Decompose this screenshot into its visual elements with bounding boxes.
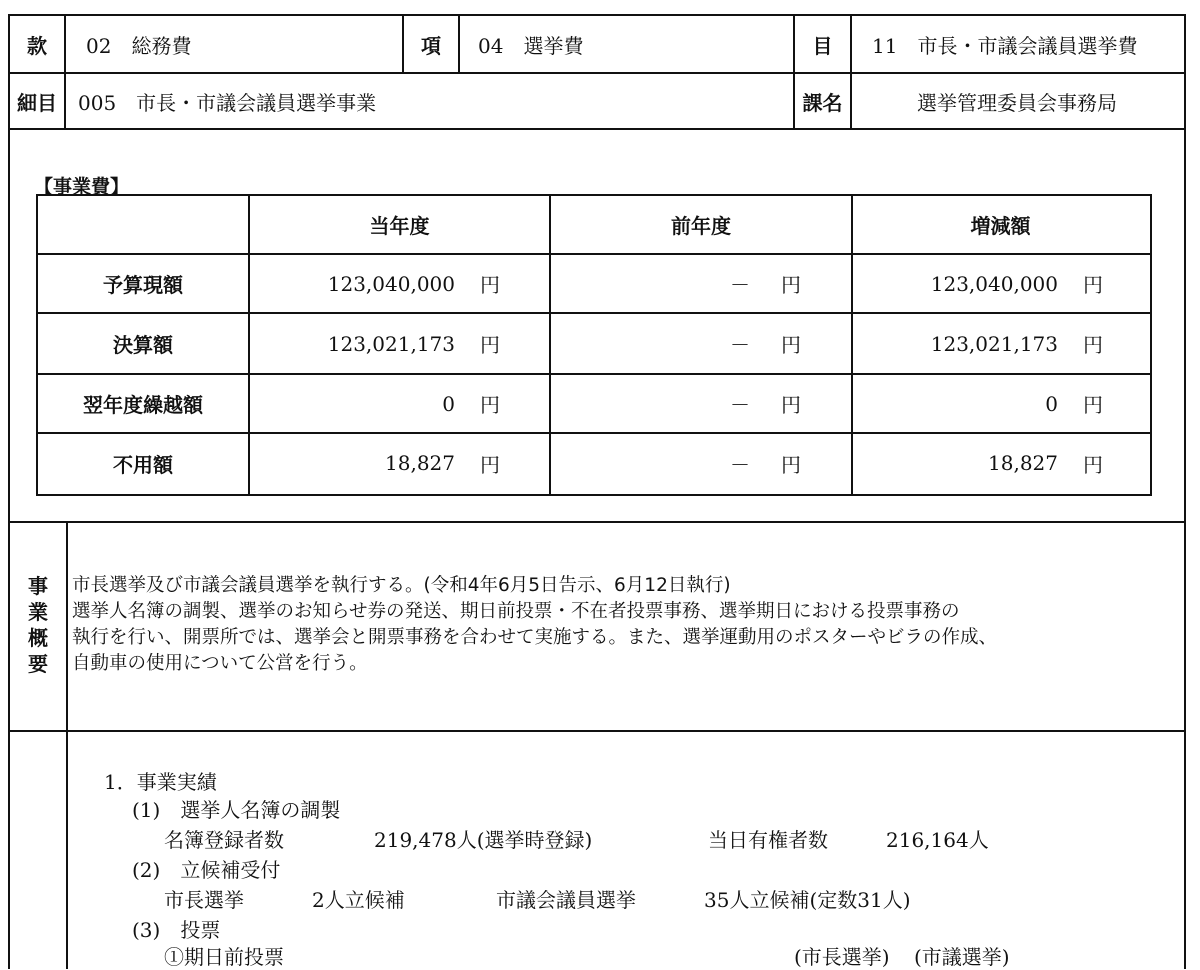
overview-line: 市長選挙及び市議会議員選挙を執行する。(令和4年6月5日告示、6月12日執行) [72, 575, 731, 596]
results-s3-title: (3) 投票 [132, 917, 221, 942]
unit: 円 [781, 452, 801, 477]
kamei-label: 課名 [802, 90, 843, 115]
saimoku-value: 005 市長・市議会議員選挙事業 [78, 90, 377, 115]
s3-item: ①期日前投票 [164, 944, 284, 969]
kamei-value: 選挙管理委員会事務局 [917, 90, 1117, 115]
unit: 円 [480, 452, 500, 477]
overview-label-char: 業 [28, 599, 48, 624]
col-current: 当年度 [369, 214, 430, 238]
saimoku-label: 細目 [17, 90, 57, 115]
row-label: 予算現額 [103, 273, 183, 297]
unit: 円 [480, 333, 500, 357]
overview-label-char: 事 [28, 573, 48, 598]
row-label: 翌年度繰越額 [83, 393, 203, 417]
overview-label-char: 要 [28, 651, 48, 676]
previous-value: － [730, 393, 750, 417]
divider [8, 521, 1184, 523]
kan-label: 款 [27, 33, 47, 58]
results-heading: 1．事業実績 [104, 769, 217, 794]
previous-value: － [730, 452, 750, 477]
s2-value-b: 35人立候補(定数31人) [704, 887, 911, 912]
divider [66, 521, 68, 969]
overview-line: 自動車の使用について公営を行う。 [72, 653, 368, 674]
kan-value: 02 総務費 [86, 33, 192, 58]
divider [8, 128, 1184, 130]
moku-label: 目 [812, 33, 833, 58]
overview-line: 執行を行い、開票所では、選挙会と開票事務を合わせて実施する。また、選挙運動用のポスターやビラの作成、 [72, 627, 998, 648]
previous-value: － [730, 333, 750, 357]
unit: 円 [781, 393, 801, 417]
divider [64, 14, 66, 130]
s1-label-a: 名簿登録者数 [164, 827, 284, 852]
unit: 円 [1083, 333, 1103, 357]
s2-value-a: 2人立候補 [312, 887, 405, 912]
overview-label-char: 概 [28, 625, 48, 650]
previous-value: － [730, 273, 750, 297]
overview-line: 選挙人名簿の調製、選挙のお知らせ券の発送、期日前投票・不在者投票事務、選挙期日における投票事務の [72, 601, 960, 622]
s2-label-a: 市長選挙 [164, 887, 244, 912]
unit: 円 [781, 273, 801, 297]
col-previous: 前年度 [671, 214, 731, 238]
current-value: 123,021,173 [327, 331, 455, 356]
divider [8, 730, 1184, 732]
moku-value: 11 市長・市議会議員選挙費 [872, 33, 1138, 58]
unit: 円 [1083, 273, 1103, 297]
unit: 円 [1083, 452, 1103, 477]
report-sheet [8, 14, 1184, 969]
s2-label-b: 市議会議員選挙 [496, 887, 636, 912]
diff-value: 18,827 [988, 451, 1058, 475]
kou-value: 04 選挙費 [478, 33, 584, 58]
s1-value-b: 216,164人 [886, 827, 989, 852]
current-value: 123,040,000 [327, 271, 455, 296]
s3-col-a: (市長選挙) [794, 944, 890, 969]
s1-value-a: 219,478人(選挙時登録) [374, 827, 593, 852]
diff-value: 0 [1045, 391, 1058, 416]
diff-value: 123,040,000 [930, 271, 1058, 296]
current-value: 18,827 [385, 451, 455, 475]
col-diff: 増減額 [970, 214, 1031, 238]
unit: 円 [781, 333, 801, 357]
unit: 円 [480, 273, 500, 297]
diff-value: 123,021,173 [930, 331, 1058, 356]
s1-label-b: 当日有権者数 [708, 827, 828, 852]
results-s1-title: (1) 選挙人名簿の調製 [132, 797, 341, 822]
row-label: 不用額 [113, 452, 173, 477]
s3-col-b: (市議選挙) [914, 944, 1010, 969]
row-label: 決算額 [113, 333, 173, 357]
results-s2-title: (2) 立候補受付 [132, 857, 281, 882]
current-value: 0 [442, 391, 455, 416]
unit: 円 [480, 393, 500, 417]
divider [458, 14, 460, 72]
cost-title: 【事業費】 [34, 175, 130, 198]
kou-label: 項 [421, 33, 441, 58]
unit: 円 [1083, 393, 1103, 417]
